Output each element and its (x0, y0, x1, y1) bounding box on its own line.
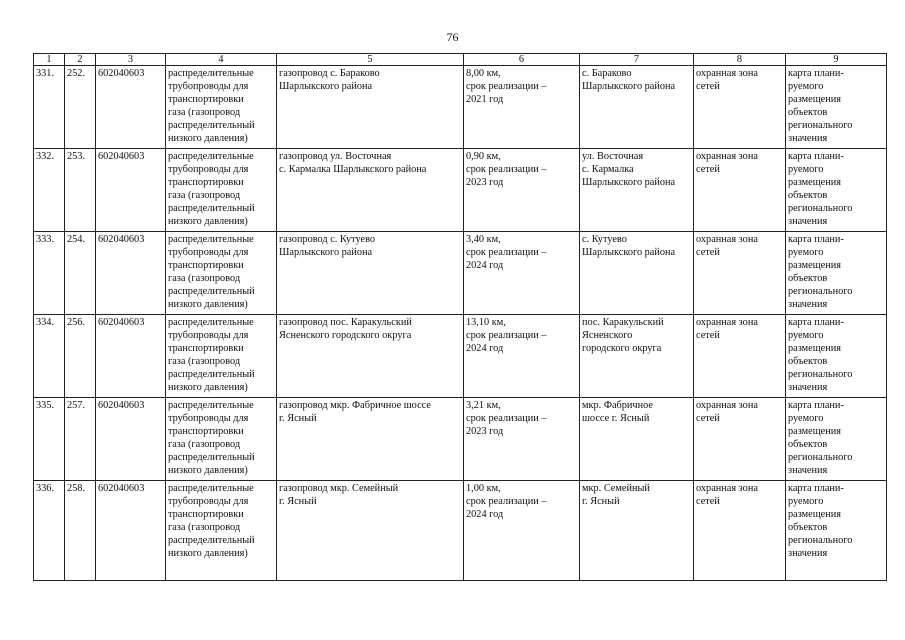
cell-line: Шарлыкского района (279, 81, 373, 92)
cell-line: распределительные (168, 234, 254, 245)
cell-line: распределительный (168, 120, 255, 131)
cell-line: распределительный (168, 369, 255, 380)
object-params-cell (464, 481, 580, 581)
cell-line: объектов (788, 273, 828, 284)
cell-line: срок реализации – (466, 81, 547, 92)
zone-cell (694, 398, 786, 481)
cell-line: распределительные (168, 317, 254, 328)
cell-line: сетей (696, 330, 720, 341)
table-row (34, 398, 887, 481)
object-type-cell (166, 481, 277, 581)
cell-line: 2024 год (466, 260, 504, 271)
cell-line: руемого (788, 247, 824, 258)
cell-line: низкого давления) (168, 382, 248, 393)
cell-line: 2024 год (466, 509, 504, 520)
object-name-cell (277, 232, 464, 315)
cell-line: охранная зона (696, 400, 758, 411)
cell-line: объектов (788, 107, 828, 118)
object-location-cell (580, 149, 694, 232)
object-type-cell (166, 66, 277, 149)
cell-line: объектов (788, 522, 828, 533)
cell-line: транспортировки (168, 177, 244, 188)
cell-line: 3,40 км, (466, 234, 501, 245)
code-cell: 602040603 (96, 232, 166, 315)
cell-line: охранная зона (696, 151, 758, 162)
column-header: 5 (277, 54, 464, 66)
cell-line: срок реализации – (466, 330, 547, 341)
object-type-cell (166, 149, 277, 232)
cell-line: г. Ясный (582, 496, 620, 507)
row-number-cell: 334. (34, 315, 65, 398)
cell-line: трубопроводы для (168, 164, 249, 175)
sub-number-cell: 258. (65, 481, 96, 581)
note-cell (786, 232, 887, 315)
object-type-cell (166, 398, 277, 481)
page-number: 76 (446, 30, 459, 44)
row-number-cell: 331. (34, 66, 65, 149)
sub-number-cell: 254. (65, 232, 96, 315)
object-params-cell (464, 398, 580, 481)
zone-cell (694, 66, 786, 149)
cell-line: г. Ясный (279, 496, 317, 507)
cell-line: мкр. Семейный (582, 483, 650, 494)
cell-line: газопровод пос. Каракульский (279, 317, 412, 328)
cell-line: срок реализации – (466, 247, 547, 258)
cell-line: Ясненского (582, 330, 633, 341)
cell-line: объектов (788, 439, 828, 450)
cell-line: регионального (788, 120, 853, 131)
cell-line: регионального (788, 203, 853, 214)
cell-line: карта плани- (788, 400, 844, 411)
column-header: 3 (96, 54, 166, 66)
note-cell (786, 66, 887, 149)
sub-number-cell: 253. (65, 149, 96, 232)
cell-line: руемого (788, 164, 824, 175)
cell-line: г. Ясный (279, 413, 317, 424)
cell-line: трубопроводы для (168, 496, 249, 507)
sub-number-cell: 252. (65, 66, 96, 149)
note-cell (786, 481, 887, 581)
cell-line: значения (788, 382, 828, 393)
cell-line: газопровод с. Бараково (279, 68, 380, 79)
cell-line: регионального (788, 452, 853, 463)
cell-line: транспортировки (168, 343, 244, 354)
cell-line: срок реализации – (466, 164, 547, 175)
cell-line: значения (788, 299, 828, 310)
cell-line: распределительный (168, 203, 255, 214)
cell-line: шоссе г. Ясный (582, 413, 650, 424)
cell-line: размещения (788, 426, 841, 437)
cell-line: трубопроводы для (168, 330, 249, 341)
cell-line: 2021 год (466, 94, 504, 105)
cell-line: с. Кармалка (582, 164, 634, 175)
zone-cell (694, 149, 786, 232)
cell-line: распределительные (168, 151, 254, 162)
cell-line: с. Бараково (582, 68, 632, 79)
cell-line: сетей (696, 247, 720, 258)
cell-line: объектов (788, 356, 828, 367)
table-row (34, 66, 887, 149)
cell-line: карта плани- (788, 317, 844, 328)
cell-line: с. Кутуево (582, 234, 627, 245)
cell-line: газа (газопровод (168, 522, 241, 533)
row-number-cell: 335. (34, 398, 65, 481)
cell-line: трубопроводы для (168, 81, 249, 92)
code-cell: 602040603 (96, 481, 166, 581)
cell-line: размещения (788, 177, 841, 188)
cell-line: газопровод мкр. Фабричное шоссе (279, 400, 431, 411)
cell-line: сетей (696, 164, 720, 175)
cell-line: руемого (788, 496, 824, 507)
cell-line: значения (788, 216, 828, 227)
sub-number-cell: 256. (65, 315, 96, 398)
column-header: 4 (166, 54, 277, 66)
cell-line: распределительные (168, 483, 254, 494)
cell-line: газа (газопровод (168, 107, 241, 118)
zone-cell (694, 315, 786, 398)
object-location-cell (580, 232, 694, 315)
cell-line: руемого (788, 330, 824, 341)
object-location-cell (580, 398, 694, 481)
sub-number-cell: 257. (65, 398, 96, 481)
cell-line: Шарлыкского района (582, 81, 676, 92)
table-row (34, 232, 887, 315)
object-location-cell (580, 481, 694, 581)
cell-line: распределительный (168, 535, 255, 546)
cell-line: Ясненского городского округа (279, 330, 412, 341)
cell-line: распределительные (168, 68, 254, 79)
object-name-cell (277, 315, 464, 398)
table-row (34, 481, 887, 581)
cell-line: карта плани- (788, 234, 844, 245)
column-header: 1 (34, 54, 65, 66)
cell-line: карта плани- (788, 68, 844, 79)
cell-line: сетей (696, 81, 720, 92)
cell-line: руемого (788, 81, 824, 92)
cell-line: пос. Каракульский (582, 317, 664, 328)
row-number-cell: 336. (34, 481, 65, 581)
object-params-cell (464, 66, 580, 149)
object-name-cell (277, 149, 464, 232)
column-header: 2 (65, 54, 96, 66)
cell-line: карта плани- (788, 483, 844, 494)
cell-line: 2023 год (466, 177, 504, 188)
cell-line: Шарлыкского района (279, 247, 373, 258)
table-row (34, 315, 887, 398)
cell-line: низкого давления) (168, 465, 248, 476)
cell-line: газопровод ул. Восточная (279, 151, 392, 162)
cell-line: Шарлыкского района (582, 177, 676, 188)
object-params-cell (464, 149, 580, 232)
cell-line: газопровод мкр. Семейный (279, 483, 399, 494)
cell-line: значения (788, 133, 828, 144)
object-location-cell (580, 315, 694, 398)
cell-line: ул. Восточная (582, 151, 644, 162)
row-number-cell: 332. (34, 149, 65, 232)
cell-line: низкого давления) (168, 548, 248, 559)
note-cell (786, 398, 887, 481)
cell-line: газопровод с. Кутуево (279, 234, 376, 245)
cell-line: объектов (788, 190, 828, 201)
cell-line: газа (газопровод (168, 439, 241, 450)
table-body (34, 66, 887, 581)
row-number-cell: 333. (34, 232, 65, 315)
header-row (34, 54, 887, 66)
cell-line: распределительные (168, 400, 254, 411)
cell-line: 13,10 км, (466, 317, 506, 328)
object-type-cell (166, 232, 277, 315)
cell-line: транспортировки (168, 94, 244, 105)
object-name-cell (277, 66, 464, 149)
cell-line: размещения (788, 94, 841, 105)
cell-line: значения (788, 465, 828, 476)
cell-line: 0,90 км, (466, 151, 501, 162)
code-cell: 602040603 (96, 315, 166, 398)
cell-line: распределительный (168, 452, 255, 463)
cell-line: 3,21 км, (466, 400, 501, 411)
cell-line: срок реализации – (466, 496, 547, 507)
cell-line: мкр. Фабричное (582, 400, 653, 411)
cell-line: низкого давления) (168, 299, 248, 310)
cell-line: низкого давления) (168, 216, 248, 227)
cell-line: транспортировки (168, 509, 244, 520)
note-cell (786, 149, 887, 232)
object-params-cell (464, 315, 580, 398)
column-header: 6 (464, 54, 580, 66)
object-name-cell (277, 398, 464, 481)
cell-line: транспортировки (168, 260, 244, 271)
zone-cell (694, 481, 786, 581)
cell-line: охранная зона (696, 483, 758, 494)
cell-line: трубопроводы для (168, 247, 249, 258)
cell-line: срок реализации – (466, 413, 547, 424)
cell-line: распределительный (168, 286, 255, 297)
cell-line: регионального (788, 369, 853, 380)
cell-line: регионального (788, 535, 853, 546)
object-params-cell (464, 232, 580, 315)
cell-line: охранная зона (696, 317, 758, 328)
code-cell: 602040603 (96, 398, 166, 481)
cell-line: трубопроводы для (168, 413, 249, 424)
cell-line: размещения (788, 260, 841, 271)
cell-line: карта плани- (788, 151, 844, 162)
cell-line: городского округа (582, 343, 662, 354)
cell-line: руемого (788, 413, 824, 424)
cell-line: 1,00 км, (466, 483, 501, 494)
cell-line: Шарлыкского района (582, 247, 676, 258)
cell-line: газа (газопровод (168, 190, 241, 201)
registry-table (33, 53, 887, 581)
cell-line: охранная зона (696, 234, 758, 245)
cell-line: транспортировки (168, 426, 244, 437)
cell-line: сетей (696, 496, 720, 507)
column-header: 9 (786, 54, 887, 66)
column-header: 7 (580, 54, 694, 66)
cell-line: 2024 год (466, 343, 504, 354)
cell-line: газа (газопровод (168, 273, 241, 284)
zone-cell (694, 232, 786, 315)
cell-line: размещения (788, 509, 841, 520)
cell-line: значения (788, 548, 828, 559)
column-header: 8 (694, 54, 786, 66)
code-cell: 602040603 (96, 66, 166, 149)
cell-line: 2023 год (466, 426, 504, 437)
table-row (34, 149, 887, 232)
cell-line: 8,00 км, (466, 68, 501, 79)
cell-line: с. Кармалка Шарлыкского района (279, 164, 427, 175)
note-cell (786, 315, 887, 398)
cell-line: регионального (788, 286, 853, 297)
cell-line: низкого давления) (168, 133, 248, 144)
code-cell: 602040603 (96, 149, 166, 232)
cell-line: сетей (696, 413, 720, 424)
cell-line: газа (газопровод (168, 356, 241, 367)
object-location-cell (580, 66, 694, 149)
cell-line: размещения (788, 343, 841, 354)
object-type-cell (166, 315, 277, 398)
cell-line: охранная зона (696, 68, 758, 79)
object-name-cell (277, 481, 464, 581)
